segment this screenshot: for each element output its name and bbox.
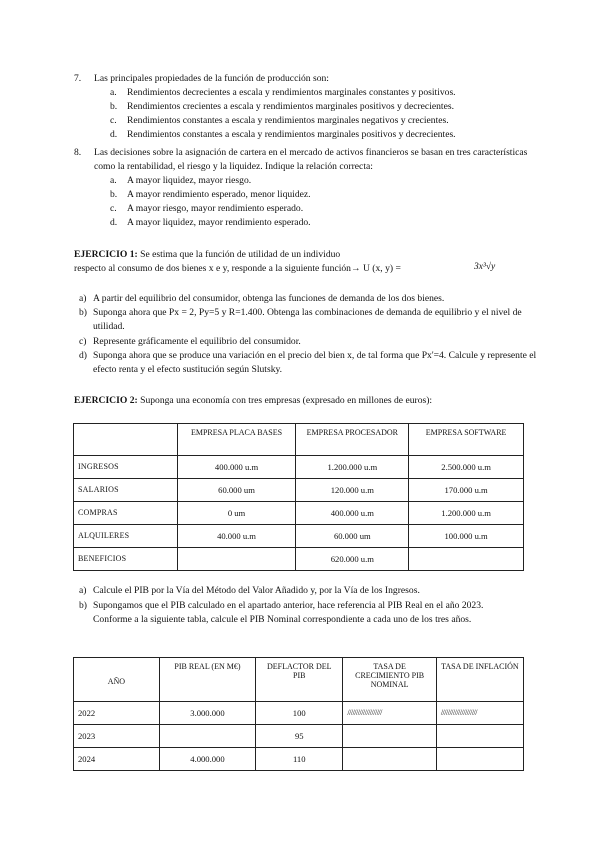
table-row: BENEFICIOS 620.000 u.m xyxy=(74,548,524,571)
companies-table xyxy=(73,423,524,571)
exercise-1-part: a) A partir del equilibrio del consumidor, obtenga las funciones de demanda de los dos bienes. xyxy=(79,293,445,304)
option: c. Rendimientos constantes a escala y rendimientos marginales negativos y crecientes. xyxy=(110,114,449,126)
exercise-2-intro: EJERCICIO 2: Suponga una economía con tres empresas (expresado en millones de euros): xyxy=(74,395,433,406)
table-header-cell: TASA DE CRECIMIENTO PIB NOMINAL xyxy=(343,658,436,702)
table-row: 2024 4.000.000 110 xyxy=(74,748,524,771)
table-header-cell: EMPRESA PROCESADOR xyxy=(296,424,409,456)
exercise-title: EJERCICIO 1: xyxy=(74,249,138,260)
table-header-cell: AÑO xyxy=(74,658,160,702)
table-row: COMPRAS 0 um 400.000 u.m 1.200.000 u.m xyxy=(74,502,524,525)
question-text: Las principales propiedades de la función de producción son: xyxy=(94,73,329,84)
table-header-row xyxy=(74,658,524,702)
table-header-cell: DEFLACTOR DEL PIB xyxy=(256,658,343,702)
question-7 xyxy=(74,72,534,142)
option: b. Rendimientos crecientes a escala y rendimientos marginales positivos y decrecientes. xyxy=(110,100,454,112)
option: c. A mayor riesgo, mayor rendimiento esperado. xyxy=(110,202,304,214)
table-row: INGRESOS 400.000 u.m 1.200.000 u.m 2.500.000 u.m xyxy=(74,456,524,479)
exercise-title: EJERCICIO 2: xyxy=(74,395,138,406)
option: d. Rendimientos constantes a escala y rendimientos marginales positivos y decrecientes. xyxy=(110,128,456,140)
exercise-1-intro: EJERCICIO 1: Se estima que la función de utilidad de un individuo xyxy=(74,249,341,260)
table-header-cell xyxy=(74,424,178,456)
table-row: 2023 95 xyxy=(74,725,524,748)
utility-formula: 3x³√y xyxy=(474,262,496,272)
table-row: SALARIOS 60.000 um 120.000 u.m 170.000 u.m xyxy=(74,479,524,502)
option: a. A mayor liquidez, mayor riesgo. xyxy=(110,174,252,186)
exercise-1-part: c) Represente gráficamente el equilibrio del consumidor. xyxy=(79,336,301,347)
exercise-1-part: b) Suponga ahora que Px = 2, Py=5 y R=1.400. Obtenga las combinaciones de demanda de equilibrio y el nivel de utilidad. xyxy=(79,307,522,332)
exercise-2-part: a) Calcule el PIB por la Vía del Método del Valor Añadido y, por la Vía de los Ingresos. xyxy=(79,585,420,596)
question-8 xyxy=(74,146,534,229)
table-header-cell: EMPRESA SOFTWARE xyxy=(409,424,524,456)
exercise-1-part: d) Suponga ahora que se produce una variación en el precio del bien x, de tal forma que Px'=4. Calcule y represente el efecto renta y el efecto sustitución según Slutsky. xyxy=(79,350,537,375)
table-header-cell: TASA DE INFLACIÓN xyxy=(436,658,523,702)
table-header-cell: EMPRESA PLACA BASES xyxy=(177,424,296,456)
question-number: 7. xyxy=(74,73,82,84)
table-row: 2022 3.000.000 100 //////////////////// ///////////////////// xyxy=(74,702,524,725)
question-text: Las decisiones sobre la asignación de cartera en el mercado de activos financieros se basan en tres características como la rentabilidad, el riesgo y la liquidez. Indique la relación correcta: xyxy=(94,147,528,172)
exercise-1-intro-2: respecto al consumo de dos bienes x e y, responde a la siguiente función→ U (x, y) = xyxy=(74,263,401,274)
table-header-cell: PIB REAL (EN M€) xyxy=(159,658,255,702)
question-number: 8. xyxy=(74,147,82,158)
gdp-table xyxy=(73,657,524,771)
exercise-2-part: b) Supongamos que el PIB calculado en el apartado anterior, hace referencia al PIB Real en el año 2023. Conforme a la siguiente tabla, calcule el PIB Nominal correspondiente a cada uno de los tres años. xyxy=(79,600,484,625)
option: d. A mayor liquidez, mayor rendimiento esperado. xyxy=(110,216,311,228)
table-row: ALQUILERES 40.000 u.m 60.000 um 100.000 u.m xyxy=(74,525,524,548)
option: a. Rendimientos decrecientes a escala y rendimientos marginales constantes y positivos. xyxy=(110,86,456,98)
option: b. A mayor rendimiento esperado, menor liquidez. xyxy=(110,188,311,200)
table-header-row xyxy=(74,424,524,456)
